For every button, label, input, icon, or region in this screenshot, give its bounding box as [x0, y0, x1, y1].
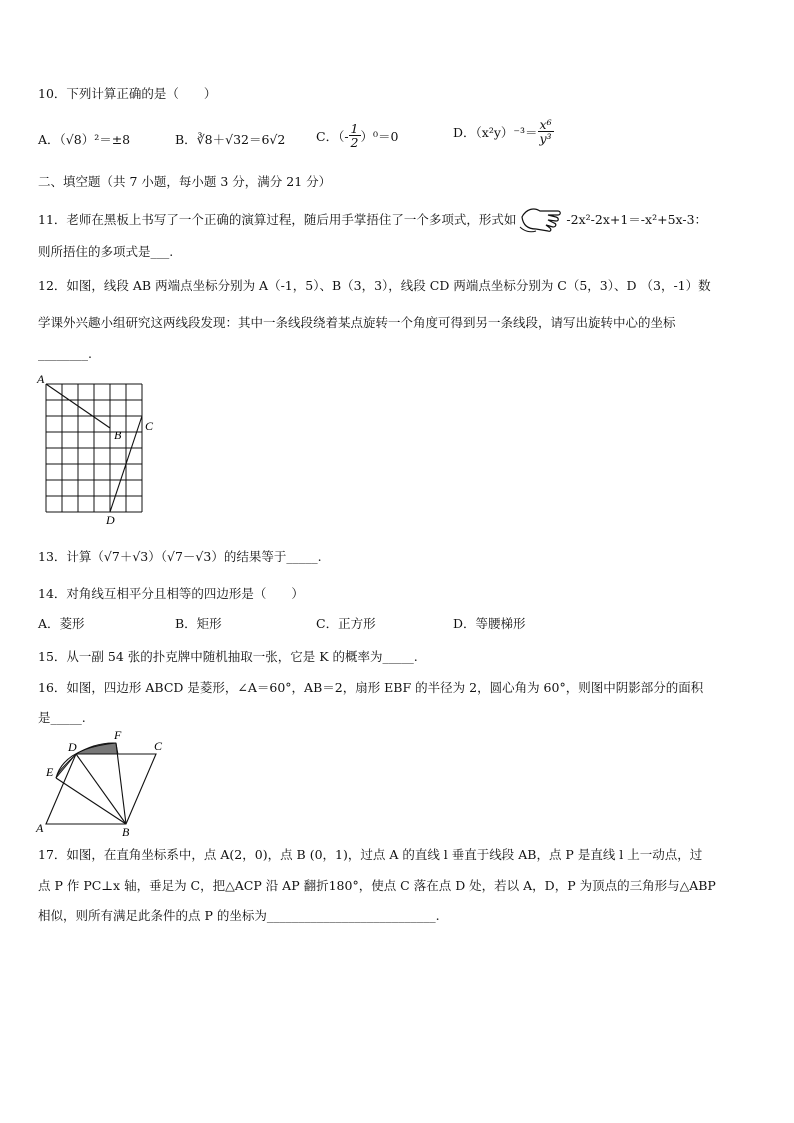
q10-option-c-denominator: 2: [350, 135, 359, 150]
q16-shaded-region-left: [56, 754, 76, 778]
q16-line2: 是_____.: [38, 710, 86, 725]
q16-line1: 16．如图，四边形 ABCD 是菱形，∠A＝60°，AB＝2，扇形 EBF 的半径为 2，圆心角为 60°，则图中阴影部分的面积: [38, 680, 704, 695]
q10-option-c-suffix: ）⁰＝0: [360, 128, 399, 144]
q16-rhombus-figure: [34, 728, 169, 838]
q10-option-d-numerator: x⁶: [539, 117, 552, 132]
q12-label-b: B: [114, 428, 122, 442]
q14-option-c: C．正方形: [316, 616, 376, 631]
q10-stem: 10．下列计算正确的是（ ）: [38, 86, 217, 101]
q15-text: 15．从一副 54 张的扑克牌中随机抽取一张，它是 K 的概率为_____.: [38, 649, 418, 664]
q11-line1: [38, 203, 707, 235]
q12-line2: 学课外兴趣小组研究这两线段发现：其中一条线段绕着某点旋转一个角度可得到另一条线段，请写出旋转中心的坐标: [38, 315, 676, 330]
q10-option-c-numerator: 1: [350, 121, 359, 136]
q12-label-d: D: [106, 513, 115, 527]
q11-line2: 则所捂住的多项式是___.: [38, 244, 174, 259]
q10-option-b: B．∛8＋√32＝6√2: [175, 132, 286, 147]
q10-option-d-fraction: [538, 118, 554, 145]
q12-label-c: C: [145, 419, 154, 433]
q16-label-f: F: [114, 728, 122, 742]
q16-label-e: E: [46, 765, 54, 779]
q10-option-a: A．（√8）²＝±8: [38, 132, 131, 147]
q14-stem: 14．对角线互相平分且相等的四边形是（ ）: [38, 586, 304, 601]
q14-option-a: A．菱形: [38, 616, 85, 631]
q12-line1: 12．如图，线段 AB 两端点坐标分别为 A（-1，5）、B（3，3），线段 CD 两端点坐标分别为 C（5，3）、D （3，-1）数: [38, 278, 711, 293]
q12-label-a: A: [37, 372, 45, 386]
q16-label-d: D: [68, 740, 77, 754]
hand-icon: [518, 203, 564, 235]
q16-label-c: C: [154, 739, 163, 753]
q13-text: 13．计算（√7＋√3）（√7－√3）的结果等于_____.: [38, 549, 322, 564]
q17-line2: 点 P 作 PC⊥x 轴，垂足为 C，把△ACP 沿 AP 翻折180°，使点 C 落在点 D 处，若以 A，D，P 为顶点的三角形与△ABP: [38, 878, 716, 893]
q10-option-c-prefix: C．（-: [316, 128, 349, 144]
q10-option-d: [453, 118, 554, 145]
q16-shaded-region-top: [76, 743, 118, 754]
q10-option-d-denominator: y³: [539, 131, 552, 146]
q17-line3: 相似，则所有满足此条件的点 P 的坐标为___________________________.: [38, 908, 440, 923]
q16-label-a: A: [36, 821, 44, 835]
q11-text-post: -2x²-2x+1＝-x²+5x-3：: [566, 212, 708, 227]
q10-option-c: [316, 122, 398, 149]
section-heading: 二、填空题（共 7 小题，每小题 3 分，满分 21 分）: [38, 174, 332, 189]
q14-option-b: B．矩形: [175, 616, 222, 631]
q14-option-d: D．等腰梯形: [453, 616, 526, 631]
q10-option-c-fraction: [349, 122, 361, 149]
q16-label-b: B: [122, 825, 130, 839]
q11-text-pre: 11．老师在黑板上书写了一个正确的演算过程，随后用手掌捂住了一个多项式，形式如: [38, 212, 517, 227]
q12-grid-figure: [36, 372, 166, 528]
q17-line1: 17．如图，在直角坐标系中，点 A(2，0)，点 B (0，1)，过点 A 的直线 l 垂直于线段 AB，点 P 是直线 l 上一动点，过: [38, 847, 703, 862]
q10-option-d-prefix: D．（x²y）⁻³＝: [453, 124, 538, 140]
q12-line3: ________.: [38, 346, 92, 361]
